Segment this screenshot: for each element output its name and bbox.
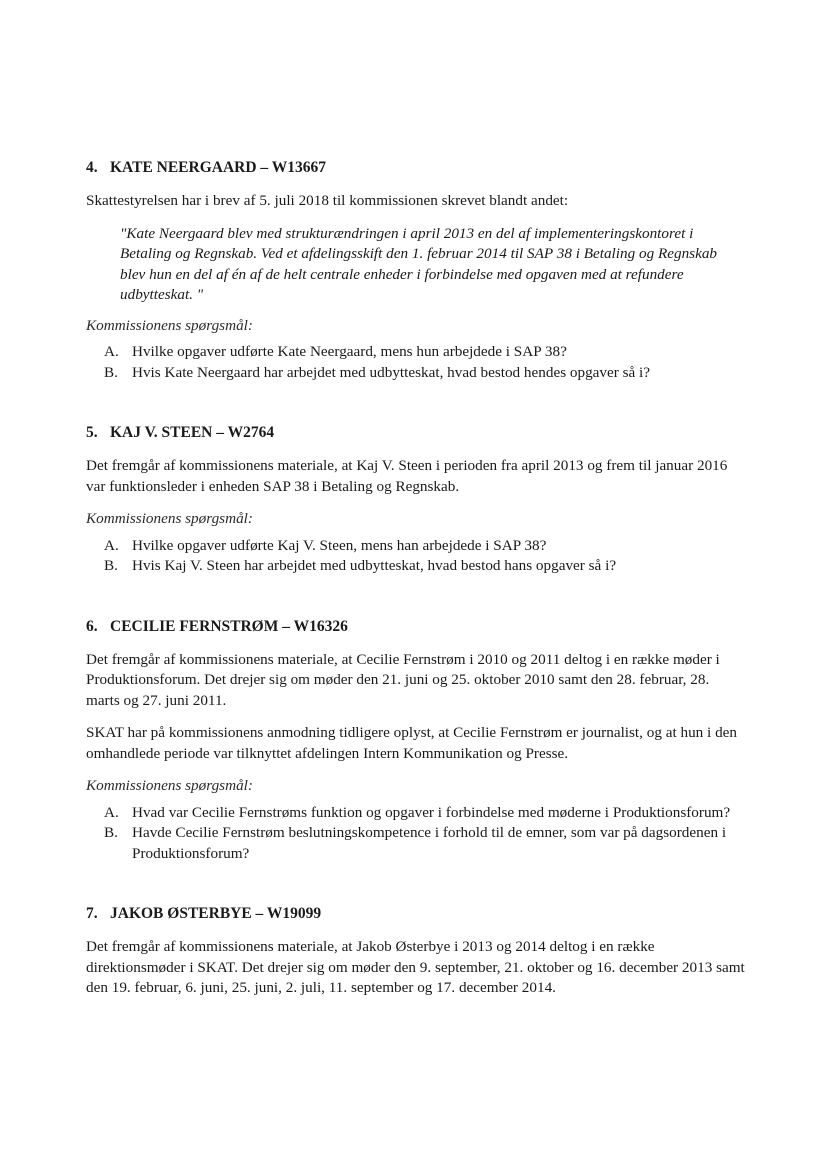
section-heading bbox=[86, 617, 746, 637]
section-title: CECILIE FERNSTRØM – W16326 bbox=[110, 617, 348, 635]
question-text: Hvad var Cecilie Fernstrøms funktion og opgaver i forbindelse med møderne i Produktionsforum? bbox=[132, 803, 731, 821]
paragraph: Skattestyrelsen har i brev af 5. juli 2018 til kommissionen skrevet blandt andet: bbox=[86, 192, 569, 209]
questions-label: Kommissionens spørgsmål: bbox=[86, 316, 253, 334]
question-item bbox=[104, 556, 746, 577]
question-item bbox=[104, 363, 746, 384]
question-item bbox=[104, 342, 746, 363]
section-cecilie-fernstrom bbox=[86, 617, 746, 865]
questions-list bbox=[86, 803, 746, 865]
questions-label: Kommissionens spørgsmål: bbox=[86, 777, 253, 794]
question-item bbox=[104, 536, 746, 557]
paragraph: Det fremgår af kommissionens materiale, at Kaj V. Steen i perioden fra april 2013 og frem til januar 2016 var funktionsleder i enheden SAP 38 i Betaling og Regnskab. bbox=[86, 457, 728, 495]
section-heading bbox=[86, 158, 746, 178]
question-letter: A. bbox=[104, 343, 119, 360]
section-number: 4. bbox=[86, 159, 98, 176]
section-heading bbox=[86, 904, 746, 924]
section-heading bbox=[86, 423, 746, 443]
question-letter: B. bbox=[104, 824, 118, 841]
quote-block: "Kate Neergaard blev med strukturændringen i april 2013 en del af implementeringskontoret i Betaling og Regnskab. Ved et afdelingsskift den 1. februar 2014 til SAP 38 i Betaling og Regnskab blev hun en del af én af de helt centrale enheder i forbindelse med opgaven med at refundere udbytteskat. " bbox=[120, 224, 718, 303]
questions-label: Kommissionens spørgsmål: bbox=[86, 510, 253, 527]
question-letter: A. bbox=[104, 803, 119, 821]
question-text: Hvilke opgaver udførte Kaj V. Steen, mens han arbejdede i SAP 38? bbox=[132, 536, 547, 554]
section-kate-neergaard bbox=[86, 158, 746, 383]
question-text: Hvilke opgaver udførte Kate Neergaard, mens hun arbejdede i SAP 38? bbox=[132, 343, 567, 360]
section-title: KAJ V. STEEN – W2764 bbox=[110, 424, 275, 441]
question-letter: B. bbox=[104, 557, 118, 574]
section-number: 5. bbox=[86, 424, 98, 441]
question-text: Hvis Kaj V. Steen har arbejdet med udbytteskat, hvad bestod hans opgaver så i? bbox=[132, 557, 617, 574]
section-kaj-v-steen bbox=[86, 423, 746, 577]
question-text: Hvis Kate Neergaard har arbejdet med udbytteskat, hvad bestod hendes opgaver så i? bbox=[132, 363, 651, 381]
paragraph: SKAT har på kommissionens anmodning tidligere oplyst, at Cecilie Fernstrøm er journalist, og at hun i den omhandlede periode var tilknyttet afdelingen Intern Kommunikation og Presse. bbox=[86, 724, 737, 762]
question-item bbox=[104, 823, 746, 864]
question-letter: B. bbox=[104, 363, 118, 381]
questions-list bbox=[86, 342, 746, 383]
questions-list bbox=[86, 536, 746, 577]
section-title: KATE NEERGAARD – W13667 bbox=[110, 159, 327, 176]
section-number: 7. bbox=[86, 905, 98, 922]
section-jakob-osterbye bbox=[86, 904, 746, 999]
section-number: 6. bbox=[86, 617, 98, 635]
paragraph: Det fremgår af kommissionens materiale, at Cecilie Fernstrøm i 2010 og 2011 deltog i en række møder i Produktionsforum. Det drejer sig om møder den 21. juni og 25. oktober 2010 samt den 28. februar, 28. marts og 27. juni 2011. bbox=[86, 650, 720, 709]
question-letter: A. bbox=[104, 536, 119, 554]
section-title: JAKOB ØSTERBYE – W19099 bbox=[110, 905, 322, 922]
document-page bbox=[86, 158, 746, 1039]
question-text: Havde Cecilie Fernstrøm beslutningskompetence i forhold til de emner, som var på dagsordenen i Produktionsforum? bbox=[132, 824, 727, 862]
paragraph: Det fremgår af kommissionens materiale, at Jakob Østerbye i 2013 og 2014 deltog i en række direktionsmøder i SKAT. Det drejer sig om møder den 9. september, 21. oktober og 16. december 2013 samt den 19. februar, 6. juni, 25. juni, 2. juli, 11. september og 17. december 2014. bbox=[86, 938, 745, 996]
question-item bbox=[104, 803, 746, 824]
